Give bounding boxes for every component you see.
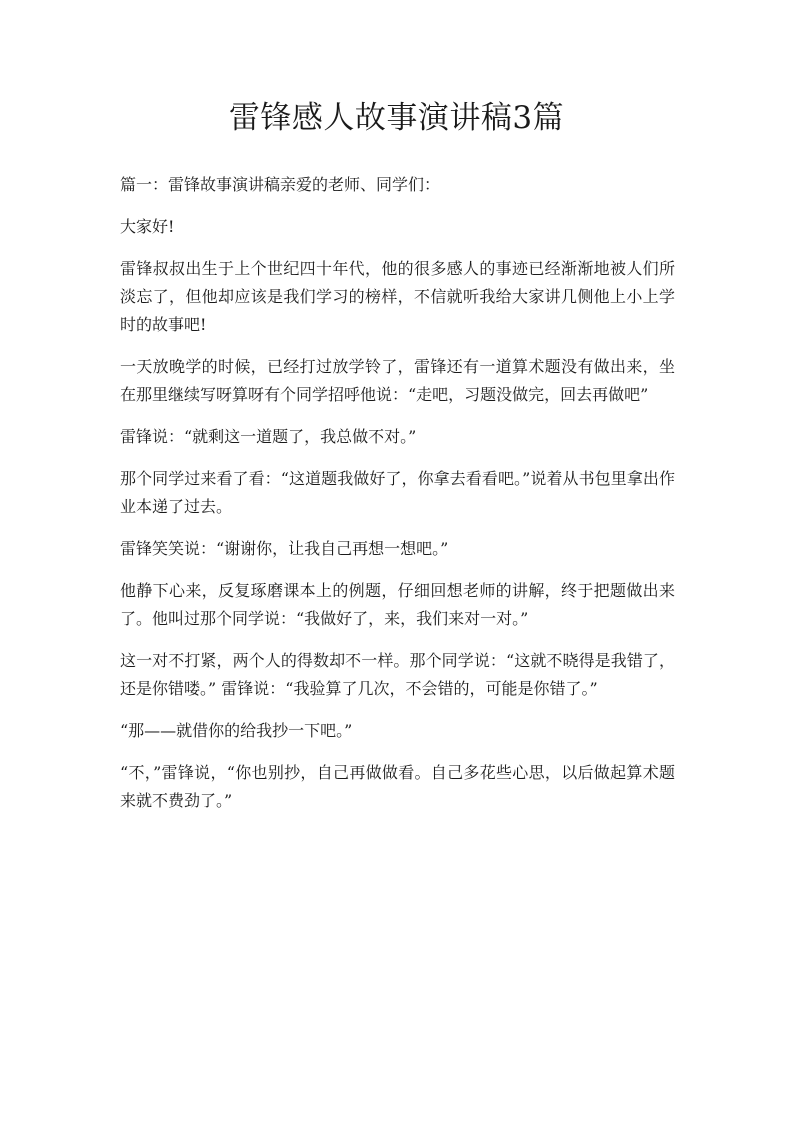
paragraph: 雷锋说：“就剩这一道题了，我总做不对。” xyxy=(120,427,417,446)
paragraph: 雷锋笑笑说：“谢谢你，让我自己再想一想吧。” xyxy=(120,539,449,558)
paragraph: 这一对不打紧，两个人的得数却不一样。那个同学说：“这就不晓得是我错了，还是你错喽。” 雷锋说：“我验算了几次，不会错的，可能是你错了。” xyxy=(120,651,675,698)
paragraph: 大家好! xyxy=(120,217,175,236)
paragraph: “不，”雷锋说，“你也别抄，自己再做做看。自己多花些心思，以后做起算术题来就不费劲了。” xyxy=(120,763,675,810)
document-title: 雷锋感人故事演讲稿3篇 xyxy=(228,100,565,136)
paragraph: 雷锋叔叔出生于上个世纪四十年代，他的很多感人的事迹已经渐渐地被人们所淡忘了，但他却应该是我们学习的榜样，不信就听我给大家讲几侧他上小上学时的故事吧! xyxy=(120,259,675,334)
paragraph: 一天放晚学的时候，已经打过放学铃了，雷锋还有一道算术题没有做出来，坐在那里继续写呀算呀有个同学招呼他说：“走吧，习题没做完，回去再做吧” xyxy=(120,357,675,404)
paragraph: 篇一：雷锋故事演讲稿亲爱的老师、同学们： xyxy=(120,175,441,194)
paragraph: 那个同学过来看了看：“这道题我做好了，你拿去看看吧。”说着从书包里拿出作业本递了过去。 xyxy=(120,469,675,516)
paragraph: 他静下心来，反复琢磨课本上的例题，仔细回想老师的讲解，终于把题做出来了。他叫过那个同学说：“我做好了，来，我们来对一对。” xyxy=(120,581,675,628)
paragraph: “那——就借你的给我抄一下吧。” xyxy=(120,721,353,740)
document-body xyxy=(120,171,675,829)
